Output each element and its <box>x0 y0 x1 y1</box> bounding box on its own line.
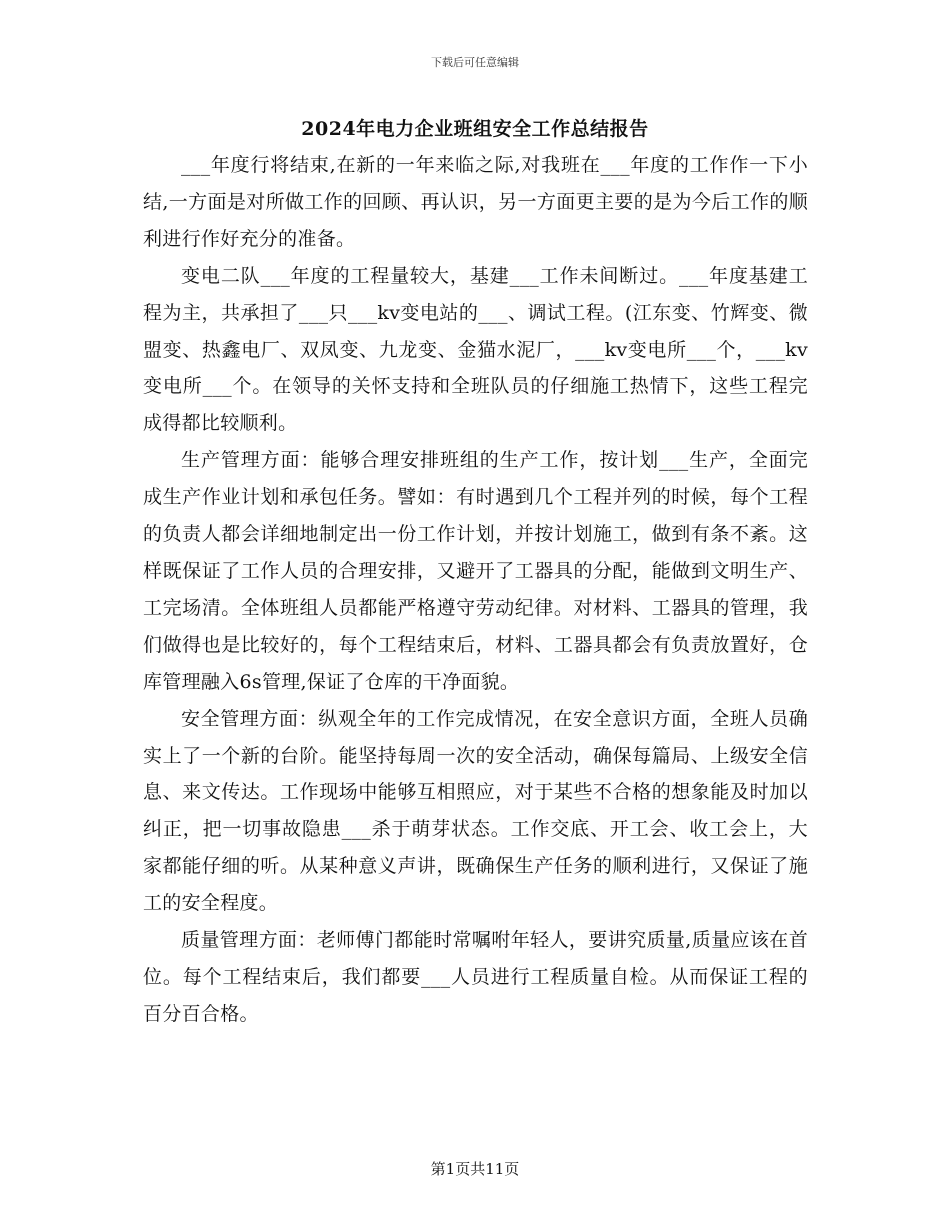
paragraph-production-management: 生产管理方面：能够合理安排班组的生产工作，按计划___生产，全面完成生产作业计划和承包任务。譬如：有时遇到几个工程并列的时候，每个工程的负责人都会详细地制定出一份工作计划，并按计划施工，做到有条不紊。这样既保证了工作人员的合理安排，又避开了工器具的分配，能做到文明生产、工完场清。全体班组人员都能严格遵守劳动纪律。对材料、工器具的管理，我们做得也是比较好的，每个工程结束后，材料、工器具都会有负责放置好，仓库管理融入6s管理,保证了仓库的干净面貌。 <box>143 449 808 693</box>
page-footer: 第1页共11页 <box>430 1160 520 1178</box>
paragraph-quality-management: 质量管理方面：老师傅门都能时常嘱咐年轻人，要讲究质量,质量应该在首位。每个工程结束后，我们都要___人员进行工程质量自检。从而保证工程的百分百合格。 <box>143 929 808 1025</box>
document-title: 2024年电力企业班组安全工作总结报告 <box>301 118 649 140</box>
paragraph-safety-management: 安全管理方面：纵观全年的工作完成情况，在安全意识方面，全班人员确实上了一个新的台阶。能坚持每周一次的安全活动，确保每篇局、上级安全信息、来文传达。工作现场中能够互相照应，对于某些不合格的想象能及时加以纠正，把一切事故隐患___杀于萌芽状态。工作交底、开工会、收工会上，大家都能仔细的听。从某种意义声讲，既确保生产任务的顺利进行，又保证了施工的安全程度。 <box>143 707 808 915</box>
document-body <box>143 147 808 1033</box>
paragraph-intro: ___年度行将结束,在新的一年来临之际,对我班在___年度的工作作一下小结,一方面是对所做工作的回顾、再认识，另一方面更主要的是为今后工作的顺利进行作好充分的准备。 <box>143 154 808 250</box>
header-note: 下载后可任意编辑 <box>431 56 519 69</box>
paragraph-workload: 变电二队___年度的工程量较大，基建___工作未间断过。___年度基建工程为主，共承担了___只___kv变电站的___、调试工程。(江东变、竹辉变、微盟变、热鑫电厂、双凤变、九龙变、金猫水泥厂，___kv变电所___个，___kv变电所___个。在领导的关怀支持和全班队员的仔细施工热情下，这些工程完成得都比较顺利。 <box>143 264 808 435</box>
